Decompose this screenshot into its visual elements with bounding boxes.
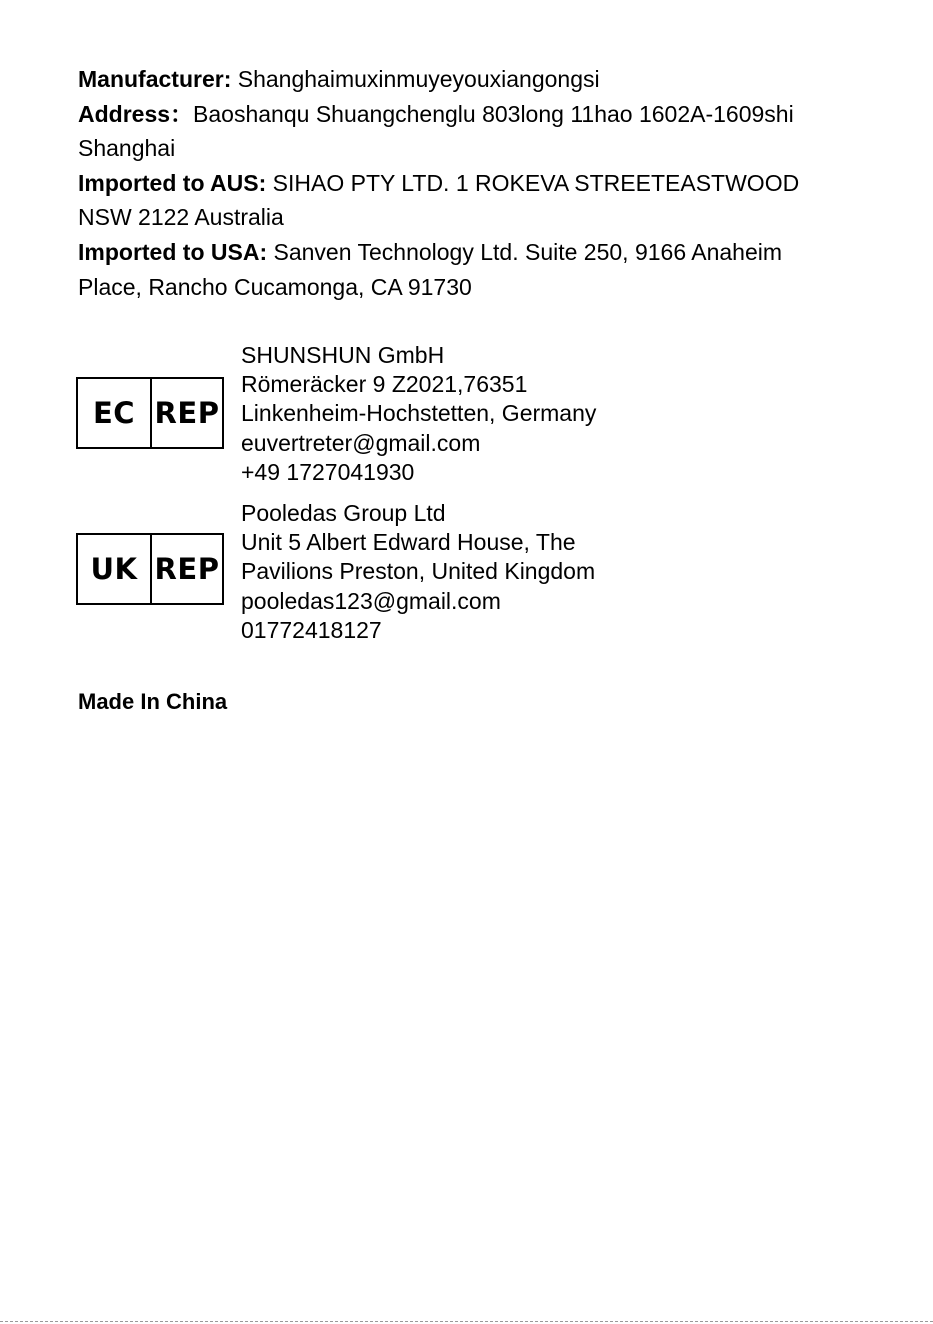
manufacturer-label: Manufacturer: xyxy=(78,66,232,92)
uk-rep-street: Unit 5 Albert Edward House, The xyxy=(241,529,576,556)
ec-rep-street: Römeräcker 9 Z2021,76351 xyxy=(241,371,528,398)
ec-rep-phone: +49 1727041930 xyxy=(241,458,415,485)
ec-rep-address xyxy=(241,341,596,487)
aus-importer-label: Imported to AUS: xyxy=(78,169,267,196)
uk-rep-symbol-left: UK xyxy=(78,535,152,603)
manufacturer-line xyxy=(78,62,878,97)
usa-importer-label: Imported to USA: xyxy=(78,238,268,265)
aus-importer-line-cont xyxy=(78,200,878,235)
ec-rep-symbol xyxy=(76,377,224,449)
manufacturer-value: Shanghaimuxinmuyeyouxiangongsi xyxy=(231,66,600,92)
made-in-label: Made In China xyxy=(78,689,228,714)
address-line xyxy=(78,97,878,132)
importer-info xyxy=(78,62,878,304)
ec-rep-company: SHUNSHUN GmbH xyxy=(241,342,445,368)
usa-importer-value-cont: Place, Rancho Cucamonga, CA 91730 xyxy=(78,273,472,300)
uk-rep-symbol-right: REP xyxy=(154,552,220,586)
uk-rep-email: pooledas123@gmail.com xyxy=(241,587,501,614)
uk-rep-company: Pooledas Group Ltd xyxy=(241,500,446,526)
aus-importer-value: SIHAO PTY LTD. 1 ROKEVA STREETEASTWOOD xyxy=(266,169,800,196)
address-value-cont: Shanghai xyxy=(78,135,176,162)
ec-rep-email: euvertreter@gmail.com xyxy=(241,429,481,456)
address-label: Address： xyxy=(78,100,194,127)
uk-rep-symbol xyxy=(76,533,224,605)
address-value: Baoshanqu Shuangchenglu 803long 11hao 1602A-1609shi xyxy=(193,100,794,127)
address-line-cont xyxy=(78,131,878,166)
uk-rep-address xyxy=(241,499,595,645)
page-bottom-divider xyxy=(0,1321,933,1322)
usa-importer-line xyxy=(78,235,878,270)
uk-rep-city: Pavilions Preston, United Kingdom xyxy=(241,558,596,585)
ec-rep-symbol-right: REP xyxy=(154,396,220,430)
usa-importer-line-cont xyxy=(78,270,878,305)
aus-importer-value-cont: NSW 2122 Australia xyxy=(78,204,284,231)
uk-rep-phone: 01772418127 xyxy=(241,616,382,643)
usa-importer-value: Sanven Technology Ltd. Suite 250, 9166 Anaheim xyxy=(267,238,783,265)
aus-importer-line xyxy=(78,166,878,201)
ec-rep-city: Linkenheim-Hochstetten, Germany xyxy=(241,400,597,427)
ec-rep-symbol-left: EC xyxy=(78,379,152,447)
